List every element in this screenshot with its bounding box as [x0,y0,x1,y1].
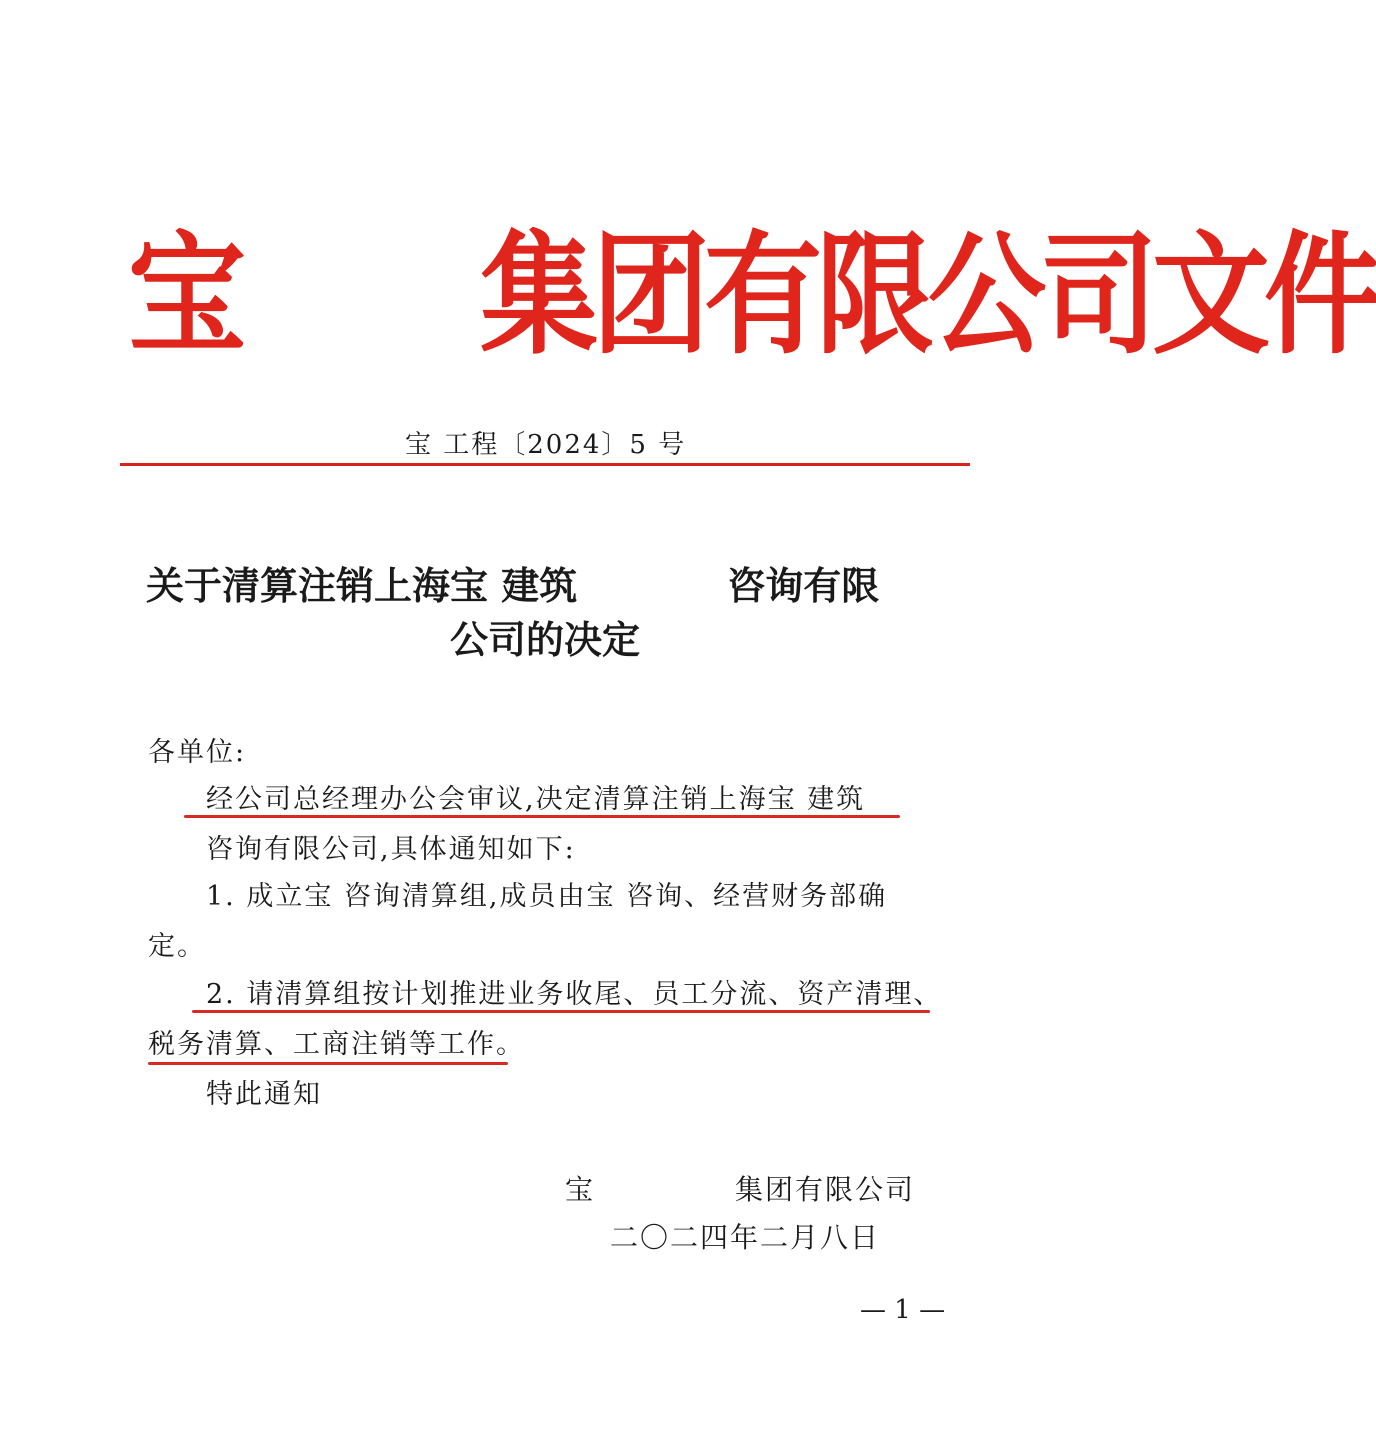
signature-org-part-1: 宝 [565,1173,596,1206]
paragraph-1-line-1: 经公司总经理办公会审议,决定清算注销上海宝 建筑 [206,784,866,815]
title-line-1 [146,560,879,612]
title-segment-2: 咨询有限 [727,564,880,608]
masthead-divider [120,463,970,466]
red-underline-2 [192,1010,930,1013]
closing-text: 特此通知 [206,1079,322,1110]
paragraph-1-line-2: 咨询有限公司,具体通知如下: [206,834,576,865]
item-1-line-2: 定。 [148,931,206,962]
masthead-left: 宝 [128,217,241,373]
masthead [120,217,1376,373]
red-underline-1 [184,815,900,818]
document-number: 宝 工程〔2024〕5 号 [405,430,687,460]
item-2-line-2: 税务清算、工商注销等工作。 [148,1029,525,1060]
red-underline-3 [148,1062,508,1065]
salutation: 各单位: [148,737,247,768]
page-number: — 1 — [860,1295,946,1325]
masthead-right: 集团有限公司文件 [480,217,1376,373]
title-line-2: 公司的决定 [450,618,641,662]
title-segment-1: 关于清算注销上海宝 建筑 [146,564,578,608]
item-1-line-1: 1. 成立宝 咨询清算组,成员由宝 咨询、经营财务部确 [206,881,888,912]
signature-org-part-2: 集团有限公司 [735,1173,916,1206]
item-2-line-1: 2. 请清算组按计划推进业务收尾、员工分流、资产清理、 [206,979,943,1010]
signature-date: 二〇二四年二月八日 [610,1221,881,1254]
